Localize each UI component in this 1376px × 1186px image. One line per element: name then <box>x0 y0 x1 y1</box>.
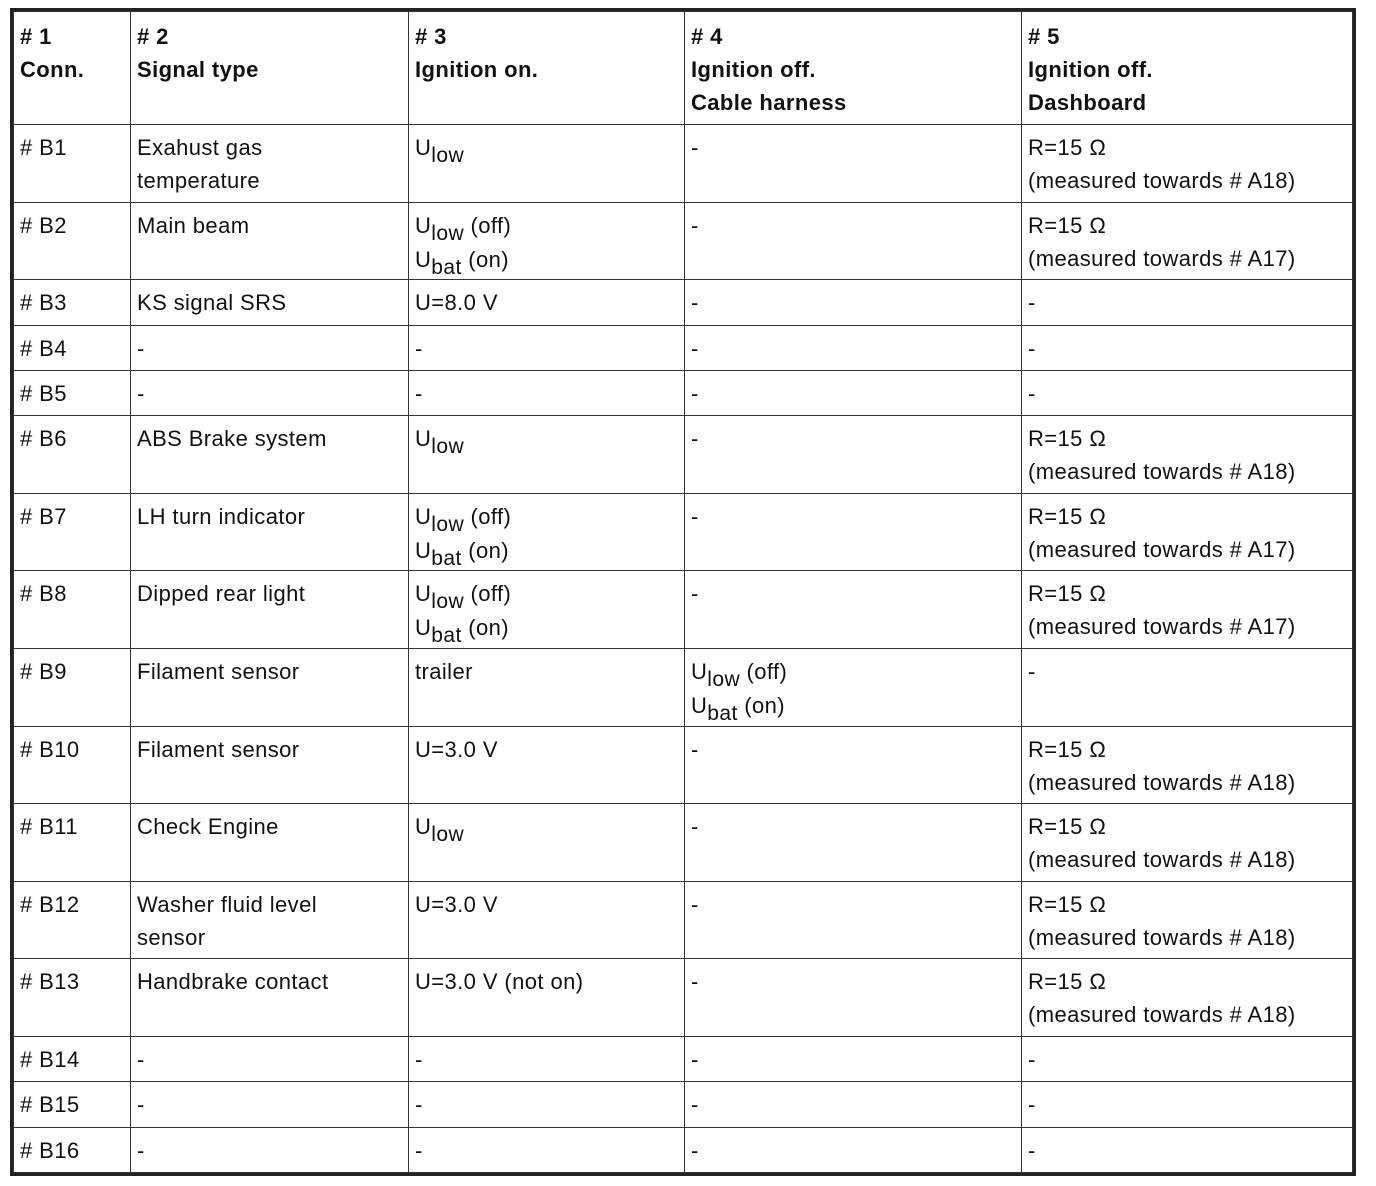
table-row <box>14 726 1353 804</box>
table-cell-col4 <box>685 726 1022 804</box>
cell-line: Washer fluid level <box>137 891 318 917</box>
voltage-symbol: U <box>691 658 708 684</box>
cell-line: R=15 Ω <box>1028 426 1107 452</box>
table-cell-col2 <box>131 1036 409 1081</box>
table-cell-col3 <box>409 1036 685 1081</box>
table-cell-col3 <box>409 1127 685 1173</box>
table-cell-col4 <box>685 571 1022 649</box>
table-cell-col1 <box>14 571 131 649</box>
voltage-subscript: bat <box>431 624 462 648</box>
table-cell-col2 <box>131 493 409 571</box>
table-cell-col5 <box>1022 1127 1353 1173</box>
cell-line: - <box>137 335 145 361</box>
table-cell-col3 <box>409 416 685 494</box>
cell-line: # B1 <box>20 135 67 160</box>
cell-line: (measured towards # A18) <box>1028 769 1296 795</box>
cell-line: - <box>415 380 423 406</box>
voltage-subscript: low <box>431 823 465 847</box>
cell-line: - <box>691 290 699 316</box>
table-row <box>14 881 1353 959</box>
cell-line: (measured towards # A18) <box>1028 847 1296 873</box>
table-cell-col1 <box>14 125 131 203</box>
cell-line: - <box>137 380 145 406</box>
cell-line: Filament sensor <box>137 658 300 684</box>
table-cell-col5 <box>1022 804 1353 882</box>
column-header-2 <box>131 12 409 125</box>
table-cell-col4 <box>685 881 1022 959</box>
voltage-subscript: low <box>431 435 465 459</box>
cell-line: - <box>415 1092 423 1118</box>
cell-line: Dipped rear light <box>137 581 306 607</box>
connector-pinout-table <box>13 11 1353 1173</box>
column-header-5 <box>1022 12 1353 125</box>
table-cell-col5 <box>1022 571 1353 649</box>
cell-line: - <box>691 1137 699 1163</box>
voltage-state: (on) <box>461 246 509 272</box>
column-title: Conn. <box>20 57 85 82</box>
table-cell-col1 <box>14 416 131 494</box>
table-row <box>14 1036 1353 1081</box>
cell-line: - <box>691 212 699 238</box>
table-cell-col1 <box>14 881 131 959</box>
table-cell-col4 <box>685 1082 1022 1127</box>
cell-line: U=3.0 V <box>415 891 498 917</box>
cell-line: # B6 <box>20 426 67 452</box>
cell-line: U=3.0 V (not on) <box>415 969 584 995</box>
voltage-symbol: U <box>415 426 432 452</box>
table-cell-col5 <box>1022 493 1353 571</box>
column-title: Ignition off. <box>1028 57 1153 82</box>
table-cell-col5 <box>1022 416 1353 494</box>
column-title: Dashboard <box>1028 90 1147 115</box>
cell-line: - <box>691 736 699 762</box>
cell-line <box>415 500 678 534</box>
cell-line: - <box>691 891 699 917</box>
table-cell-col2 <box>131 416 409 494</box>
cell-line: Exahust gas <box>137 135 263 160</box>
cell-line: # B12 <box>20 891 80 917</box>
table-cell-col2 <box>131 1127 409 1173</box>
cell-line <box>415 422 678 459</box>
cell-line: # B14 <box>20 1046 80 1072</box>
table-cell-col2 <box>131 370 409 415</box>
column-header-4 <box>685 12 1022 125</box>
table-cell-col2 <box>131 726 409 804</box>
cell-line: # B10 <box>20 736 80 762</box>
table-cell-col2 <box>131 202 409 280</box>
table-cell-col1 <box>14 370 131 415</box>
table-cell-col5 <box>1022 202 1353 280</box>
cell-line: (measured towards # A17) <box>1028 614 1296 640</box>
voltage-symbol: U <box>691 692 708 718</box>
column-title: Ignition on. <box>415 57 539 82</box>
table-cell-col2 <box>131 1082 409 1127</box>
connector-table-sheet <box>10 8 1356 1176</box>
table-row <box>14 370 1353 415</box>
cell-line <box>691 689 1015 723</box>
table-cell-col5 <box>1022 1036 1353 1081</box>
voltage-symbol: U <box>415 615 432 641</box>
table-cell-col2 <box>131 325 409 370</box>
table-cell-col3 <box>409 493 685 571</box>
table-row <box>14 125 1353 203</box>
voltage-subscript: low <box>431 144 465 167</box>
table-cell-col5 <box>1022 726 1353 804</box>
cell-line: # B11 <box>20 814 78 840</box>
table-cell-col4 <box>685 1127 1022 1173</box>
table-cell-col3 <box>409 325 685 370</box>
cell-line: # B8 <box>20 581 67 607</box>
cell-line: - <box>691 380 699 406</box>
table-cell-col4 <box>685 325 1022 370</box>
voltage-symbol: U <box>415 246 432 272</box>
voltage-subscript: bat <box>431 546 462 570</box>
table-cell-col5 <box>1022 1082 1353 1127</box>
table-cell-col1 <box>14 648 131 726</box>
table-cell-col1 <box>14 280 131 325</box>
voltage-symbol: U <box>415 212 432 238</box>
voltage-state: (off) <box>464 212 512 238</box>
cell-line: - <box>1028 1046 1036 1072</box>
cell-line: Filament sensor <box>137 736 300 762</box>
voltage-state: (off) <box>740 658 788 684</box>
cell-line: # B15 <box>20 1092 80 1118</box>
table-cell-col3 <box>409 1082 685 1127</box>
cell-line: ABS Brake system <box>137 426 327 452</box>
voltage-subscript: bat <box>707 701 738 725</box>
voltage-state: (off) <box>464 581 512 607</box>
voltage-symbol: U <box>415 814 432 840</box>
table-row <box>14 280 1353 325</box>
cell-line: (measured towards # A18) <box>1028 1002 1296 1028</box>
cell-line: trailer <box>415 658 473 684</box>
voltage-subscript: bat <box>431 255 462 279</box>
voltage-symbol: U <box>415 537 432 563</box>
table-cell-col4 <box>685 202 1022 280</box>
cell-line: - <box>1028 335 1036 361</box>
table-row <box>14 1127 1353 1173</box>
table-cell-col4 <box>685 125 1022 203</box>
cell-line: - <box>1028 658 1036 684</box>
column-title: Cable harness <box>691 90 847 115</box>
cell-line: temperature <box>137 168 261 193</box>
table-cell-col2 <box>131 125 409 203</box>
table-row <box>14 571 1353 649</box>
cell-line: # B3 <box>20 290 67 316</box>
table-cell-col3 <box>409 125 685 203</box>
table-cell-col5 <box>1022 370 1353 415</box>
table-cell-col4 <box>685 370 1022 415</box>
table-row <box>14 493 1353 571</box>
column-title: Signal type <box>137 57 259 82</box>
cell-line: R=15 Ω <box>1028 212 1107 238</box>
cell-line: (measured towards # A17) <box>1028 245 1296 271</box>
voltage-state: (on) <box>461 537 509 563</box>
cell-line <box>415 209 678 243</box>
cell-line <box>415 611 678 648</box>
cell-line: U=8.0 V <box>415 290 498 316</box>
table-cell-col5 <box>1022 125 1353 203</box>
cell-line: R=15 Ω <box>1028 503 1107 529</box>
voltage-subscript: low <box>707 667 741 691</box>
voltage-state: (on) <box>461 615 509 641</box>
table-cell-col2 <box>131 280 409 325</box>
cell-line: - <box>415 1046 423 1072</box>
cell-line: - <box>1028 1137 1036 1163</box>
table-cell-col2 <box>131 881 409 959</box>
table-cell-col2 <box>131 959 409 1037</box>
table-cell-col4 <box>685 493 1022 571</box>
cell-line: KS signal SRS <box>137 290 287 316</box>
column-header-3 <box>409 12 685 125</box>
voltage-symbol: U <box>415 503 432 529</box>
table-row <box>14 959 1353 1037</box>
table-row <box>14 1082 1353 1127</box>
table-cell-col3 <box>409 571 685 649</box>
voltage-symbol: U <box>415 581 432 607</box>
cell-line: # B4 <box>20 335 67 361</box>
cell-line: Check Engine <box>137 814 279 840</box>
table-cell-col1 <box>14 1082 131 1127</box>
table-cell-col4 <box>685 416 1022 494</box>
table-cell-col5 <box>1022 325 1353 370</box>
table-row <box>14 202 1353 280</box>
voltage-subscript: low <box>431 590 465 614</box>
cell-line: LH turn indicator <box>137 503 306 529</box>
table-cell-col1 <box>14 804 131 882</box>
cell-line: - <box>691 1046 699 1072</box>
cell-line: (measured towards # A17) <box>1028 536 1296 562</box>
cell-line: R=15 Ω <box>1028 135 1107 160</box>
table-cell-col4 <box>685 648 1022 726</box>
cell-line <box>691 655 1015 689</box>
table-cell-col1 <box>14 202 131 280</box>
cell-line: - <box>691 814 699 840</box>
cell-line: (measured towards # A18) <box>1028 459 1296 485</box>
table-cell-col3 <box>409 202 685 280</box>
column-number: # 4 <box>691 24 723 49</box>
table-cell-col2 <box>131 804 409 882</box>
cell-line: - <box>137 1046 145 1072</box>
table-cell-col1 <box>14 726 131 804</box>
cell-line: (measured towards # A18) <box>1028 168 1296 193</box>
table-row <box>14 325 1353 370</box>
voltage-subscript: low <box>431 221 465 245</box>
table-cell-col3 <box>409 280 685 325</box>
header-row <box>14 12 1353 125</box>
cell-line <box>415 243 678 277</box>
cell-line: # B13 <box>20 969 80 995</box>
cell-line: R=15 Ω <box>1028 814 1107 840</box>
table-cell-col3 <box>409 959 685 1037</box>
table-cell-col5 <box>1022 959 1353 1037</box>
table-cell-col3 <box>409 370 685 415</box>
table-cell-col4 <box>685 1036 1022 1081</box>
cell-line: # B9 <box>20 658 67 684</box>
table-cell-col1 <box>14 1127 131 1173</box>
cell-line: R=15 Ω <box>1028 891 1107 917</box>
table-body <box>14 125 1353 1173</box>
cell-line: - <box>1028 380 1036 406</box>
table-cell-col5 <box>1022 881 1353 959</box>
table-cell-col3 <box>409 726 685 804</box>
column-number: # 1 <box>20 24 52 49</box>
table-cell-col2 <box>131 571 409 649</box>
cell-line: U=3.0 V <box>415 736 498 762</box>
cell-line: - <box>691 503 699 529</box>
cell-line: - <box>1028 1092 1036 1118</box>
cell-line: R=15 Ω <box>1028 969 1107 995</box>
cell-line: - <box>691 135 699 160</box>
column-number: # 3 <box>415 24 447 49</box>
cell-line: - <box>137 1137 145 1163</box>
cell-line: Main beam <box>137 212 250 238</box>
cell-line: - <box>691 1092 699 1118</box>
cell-line: # B2 <box>20 212 67 238</box>
table-cell-col1 <box>14 493 131 571</box>
table-cell-col5 <box>1022 280 1353 325</box>
table-row <box>14 804 1353 882</box>
cell-line: (measured towards # A18) <box>1028 924 1296 950</box>
cell-line: - <box>691 969 699 995</box>
table-cell-col2 <box>131 648 409 726</box>
table-cell-col3 <box>409 648 685 726</box>
column-title: Ignition off. <box>691 57 816 82</box>
table-cell-col3 <box>409 804 685 882</box>
column-header-1 <box>14 12 131 125</box>
cell-line: - <box>415 335 423 361</box>
cell-line <box>415 577 678 614</box>
table-cell-col4 <box>685 804 1022 882</box>
cell-line: - <box>1028 290 1036 316</box>
cell-line <box>415 810 678 847</box>
table-cell-col4 <box>685 280 1022 325</box>
table-cell-col1 <box>14 1036 131 1081</box>
cell-line: sensor <box>137 924 206 950</box>
voltage-subscript: low <box>431 512 465 536</box>
cell-line: - <box>415 1137 423 1163</box>
table-header <box>14 12 1353 125</box>
cell-line: - <box>691 335 699 361</box>
column-number: # 5 <box>1028 24 1060 49</box>
table-row <box>14 648 1353 726</box>
cell-line <box>415 131 678 165</box>
cell-line: R=15 Ω <box>1028 581 1107 607</box>
voltage-symbol: U <box>415 135 432 160</box>
table-cell-col5 <box>1022 648 1353 726</box>
cell-line: # B5 <box>20 380 67 406</box>
table-row <box>14 416 1353 494</box>
column-number: # 2 <box>137 24 169 49</box>
table-cell-col4 <box>685 959 1022 1037</box>
table-cell-col3 <box>409 881 685 959</box>
cell-line: - <box>137 1092 145 1118</box>
cell-line: - <box>691 581 699 607</box>
cell-line <box>415 534 678 568</box>
cell-line: - <box>691 426 699 452</box>
cell-line: R=15 Ω <box>1028 736 1107 762</box>
cell-line: Handbrake contact <box>137 969 329 995</box>
voltage-state: (on) <box>737 692 785 718</box>
cell-line: # B7 <box>20 503 67 529</box>
table-cell-col1 <box>14 959 131 1037</box>
voltage-state: (off) <box>464 503 512 529</box>
cell-line: # B16 <box>20 1137 80 1163</box>
table-cell-col1 <box>14 325 131 370</box>
